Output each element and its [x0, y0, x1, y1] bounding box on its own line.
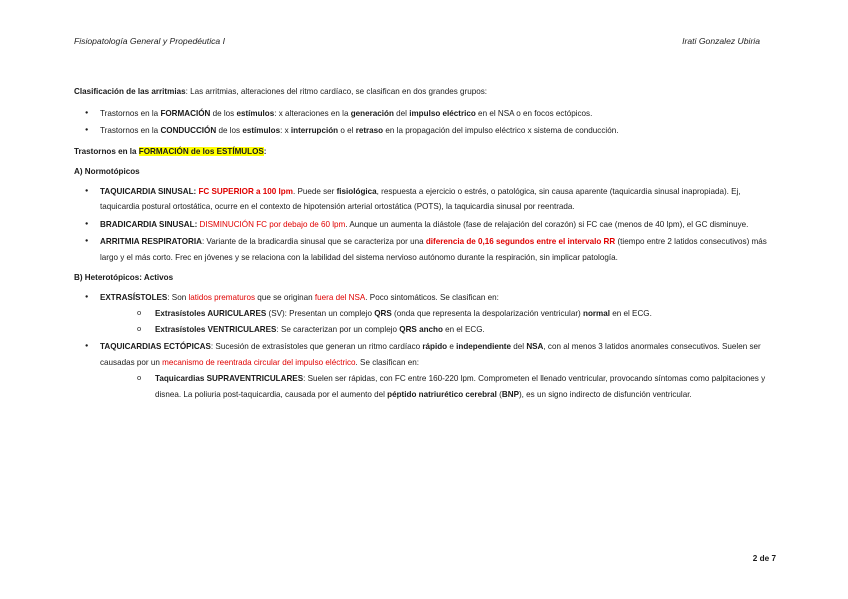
intro-text: : Las arritmias, alteraciones del ritmo cardíaco, se clasifican en dos grandes grupos: [185, 87, 487, 96]
text: en el ECG. [610, 309, 652, 318]
page-number: 2 de 7 [752, 554, 776, 563]
text: en la propagación del impulso eléctrico x sistema de conducción. [383, 126, 619, 135]
sublist-item-auriculares [128, 306, 774, 322]
subheading-normotopicos: A) Normotópicos [74, 167, 140, 176]
bold-text: FORMACIÓN [160, 108, 211, 118]
heterotopicos-list [74, 290, 774, 403]
text: ( [496, 389, 502, 399]
text: e [447, 342, 457, 351]
bold-text: NSA [526, 342, 544, 351]
term-label: EXTRASÍSTOLES [100, 292, 168, 302]
term-label: BRADICARDIA SINUSAL [100, 219, 195, 229]
bold-text: impulso eléctrico [409, 108, 476, 118]
text: . Aunque un aumenta la diástole (fase de relajación del corazón) si FC cae (menos de 40 lpm), el GC disminuye. [345, 219, 749, 229]
bold-text: retraso [355, 126, 384, 135]
highlighted-heading: FORMACIÓN de los ESTÍMULOS [138, 146, 264, 156]
normotopicos-list [74, 184, 774, 266]
bold-text: estímulos [236, 108, 275, 118]
text: : [193, 186, 199, 196]
intro-title: Clasificación de las arritmias [74, 87, 186, 96]
text: (tiempo entre 2 latidos consecutivos) más largo y el más corto. Frec en jóvenes y se relaciona con la labilidad del sistema nervioso autónomo durante la respiración, sin implicar patología. [100, 237, 767, 262]
text: (SV): Presentan un complejo [266, 309, 375, 318]
text: : Son [167, 292, 189, 302]
bold-text: CONDUCCIÓN [160, 126, 217, 135]
header-author: Irati Gonzalez Ubiria [682, 36, 760, 46]
term-label: Extrasístoles AURICULARES [155, 309, 267, 318]
bold-text: QRS ancho [399, 324, 443, 334]
list-item-formacion [74, 106, 774, 122]
text: de los [216, 126, 243, 135]
term-label: ARRITMIA RESPIRATORIA [100, 237, 202, 246]
text: en el ECG. [442, 324, 485, 334]
bold-text: péptido natriurético cerebral [387, 389, 497, 399]
text: que se originan [255, 292, 315, 302]
red-highlight: FC SUPERIOR a 100 lpm [198, 186, 293, 196]
subheading-heterotopicos: B) Heterotópicos: Activos [74, 273, 174, 282]
extrasistoles-sublist [100, 306, 774, 337]
bold-text: normal [583, 309, 610, 318]
bold-text: independiente [456, 342, 511, 351]
text: Trastornos en la [100, 108, 161, 118]
sublist-item-supraventriculares [128, 371, 774, 402]
term-label: TAQUICARDIA SINUSAL [100, 186, 194, 196]
text: ), es un signo indirecto de disfunción ventricular. [518, 389, 692, 399]
text: (onda que representa la despolarización ventricular) [391, 309, 583, 318]
term-label: Taquicardias SUPRAVENTRICULARES [155, 374, 304, 383]
intro-paragraph [74, 84, 774, 100]
text: : Se caracterizan por un complejo [276, 324, 400, 334]
text: . Se clasifican en: [355, 357, 419, 367]
text: del [511, 342, 527, 351]
term-label: TAQUICARDIAS ECTÓPICAS [100, 342, 211, 351]
section-heading-formacion [74, 144, 774, 160]
taquicardias-sublist [100, 371, 774, 402]
red-highlight: mecanismo de reentrada circular del impulso eléctrico [162, 357, 356, 367]
heading-prefix: Trastornos en la [74, 146, 139, 156]
list-item-taquicardia-sinusal [74, 184, 774, 215]
bold-text: BNP [501, 389, 519, 399]
bold-text: rápido [422, 342, 448, 351]
list-item-bradicardia-sinusal [74, 217, 774, 233]
text: . Puede ser [292, 186, 337, 196]
text: del [393, 108, 410, 118]
text: : x alteraciones en la [274, 108, 351, 118]
text: o el [338, 126, 356, 135]
text: , respuesta a ejercicio o estrés, o patológica, sin causa aparente (taquicardia sinusal inapropiada). Ej, taquicardia postural ortostática, ocurre en el contexto de hipotensión arterial ortostática (POTS), la taquicardia sinusal por reentrada. [100, 186, 741, 211]
heading-suffix: : [263, 146, 267, 156]
bold-text: generación [350, 108, 394, 118]
groups-list [74, 106, 774, 139]
text: de los [210, 108, 237, 118]
term-label: Extrasístoles VENTRICULARES [155, 324, 277, 334]
text: . Poco sintomáticos. Se clasifican en: [365, 292, 499, 302]
list-item-extrasistoles [74, 290, 774, 338]
sublist-item-ventriculares [128, 322, 774, 338]
text: : Variante de la bradicardia sinusal que se caracteriza por una [201, 237, 426, 246]
bold-text: fisiológica [336, 186, 377, 196]
list-item-conduccion [74, 123, 774, 139]
bold-text: estímulos [242, 126, 281, 135]
text: : x [280, 126, 291, 135]
text: : [194, 219, 200, 229]
list-item-taquicardias-ectopicas [74, 339, 774, 402]
text: Trastornos en la [100, 126, 161, 135]
red-highlight: diferencia de 0,16 segundos entre el intervalo RR [425, 237, 616, 246]
text: , con al menos 3 latidos anormales consecutivos. Suelen ser causadas por un [100, 342, 761, 367]
text: : Suelen ser rápidas, con FC entre 160-220 lpm. Comprometen el llenado ventricular, provocando síntomas como palpitaciones y disnea. La poliuria post-taquicardia, causada por el aumento del [155, 374, 766, 399]
header-course-title: Fisiopatología General y Propedéutica I [74, 36, 225, 46]
list-item-arritmia-respiratoria [74, 234, 774, 265]
text: en el NSA o en focos ectópicos. [475, 108, 593, 118]
red-highlight: fuera del NSA [314, 292, 366, 302]
text: : Sucesión de extrasístoles que generan un ritmo cardíaco [210, 342, 423, 351]
bold-text: interrupción [290, 126, 339, 135]
bold-text: QRS [374, 309, 392, 318]
document-body [74, 84, 774, 404]
red-highlight: latidos prematuros [188, 292, 256, 302]
red-highlight: DISMINUCIÓN FC por debajo de 60 lpm [199, 219, 346, 229]
